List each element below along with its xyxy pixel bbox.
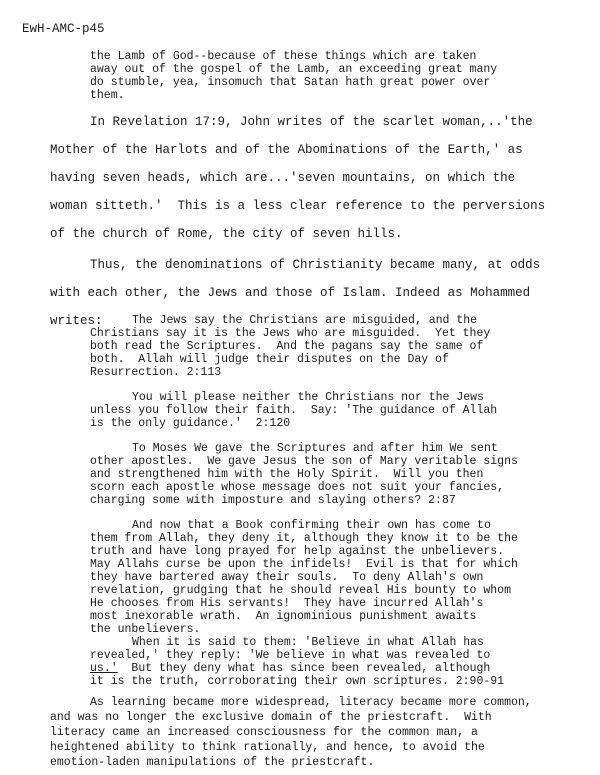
text-line: emotion-laden manipulations of the priestcraft. [50, 756, 375, 769]
text-line: woman sitteth.' This is a less clear reference to the perversions [50, 199, 546, 213]
page-header: EwH-AMC-p45 [22, 22, 105, 36]
text-line: both read the Scriptures. And the pagans say the same of [90, 340, 484, 353]
text-line: both. Allah will judge their disputes on the Day of [90, 353, 449, 366]
text-line: Thus, the denominations of Christianity became many, at odds [90, 258, 541, 272]
text-line [90, 662, 490, 676]
text-line: unless you follow their faith. Say: 'The guidance of Allah [90, 404, 498, 417]
text-line: The Jews say the Christians are misguided, and the [132, 314, 478, 327]
text-line: having seven heads, which are...'seven mountains, on which the [50, 171, 516, 185]
text-line: literacy came an increased consciousness for the common man, a [50, 726, 478, 739]
text-line: them. [90, 89, 125, 102]
text-line: As learning became more widespread, literacy became more common, [90, 696, 532, 709]
text-line: scorn each apostle whose message does not suit your fancies, [90, 481, 505, 494]
text-line: other apostles. We gave Jesus the son of Mary veritable signs [90, 455, 518, 468]
text-line: heightened ability to think rationally, and hence, to avoid the [50, 741, 485, 754]
text-line: And now that a Book confirming their own has come to [132, 519, 491, 532]
text-line: and was no longer the exclusive domain of the priestcraft. With [50, 711, 492, 724]
text-line: do stumble, yea, insomuch that Satan hath great power over [90, 76, 491, 89]
text-line: He chooses from His servants! They have incurred Allah's [90, 597, 484, 610]
writes-label: writes: [50, 314, 103, 328]
text-line: revelation, grudging that he should reveal His bounty to whom [90, 584, 511, 597]
text-span: But they deny what has since been revealed, although [117, 662, 491, 675]
text-line: with each other, the Jews and those of Islam. Indeed as Mohammed [50, 286, 531, 300]
text-line: Resurrection. 2:113 [90, 366, 222, 379]
underlined-word: us.' [90, 662, 118, 675]
text-line: revealed,' they reply: 'We believe in what was revealed to [90, 649, 491, 662]
text-line: and strengthened him with the Holy Spirit. Will you then [90, 468, 484, 481]
text-line: the unbelievers. [90, 623, 201, 636]
text-line: May Allahs curse be upon the infidels! Evil is that for which [90, 558, 518, 571]
text-line: most inexorable wrath. An ignominious punishment awaits [90, 610, 477, 623]
text-line: In Revelation 17:9, John writes of the scarlet woman,..'the [90, 115, 533, 129]
text-line: charging some with imposture and slaying others? 2:87 [90, 494, 456, 507]
text-line: Christians say it is the Jews who are misguided. Yet they [90, 327, 491, 340]
text-line: the Lamb of God--because of these things which are taken [90, 50, 477, 63]
text-line: is the only guidance.' 2:120 [90, 417, 291, 430]
text-line: truth and have long prayed for help against the unbelievers. [90, 545, 505, 558]
text-line: them from Allah, they deny it, although they know it to be the [90, 532, 518, 545]
text-line: You will please neither the Christians nor the Jews [132, 391, 484, 404]
text-line: they have bartered away their souls. To deny Allah's own [90, 571, 484, 584]
text-line: When it is said to them: 'Believe in what Allah has [132, 636, 484, 649]
text-line: of the church of Rome, the city of seven hills. [50, 227, 403, 241]
text-line: away out of the gospel of the Lamb, an exceeding great many [90, 63, 498, 76]
text-line: Mother of the Harlots and of the Abominations of the Earth,' as [50, 143, 523, 157]
text-line: To Moses We gave the Scriptures and after him We sent [132, 442, 498, 455]
text-line: it is the truth, corroborating their own scriptures. 2:90-91 [90, 675, 505, 688]
